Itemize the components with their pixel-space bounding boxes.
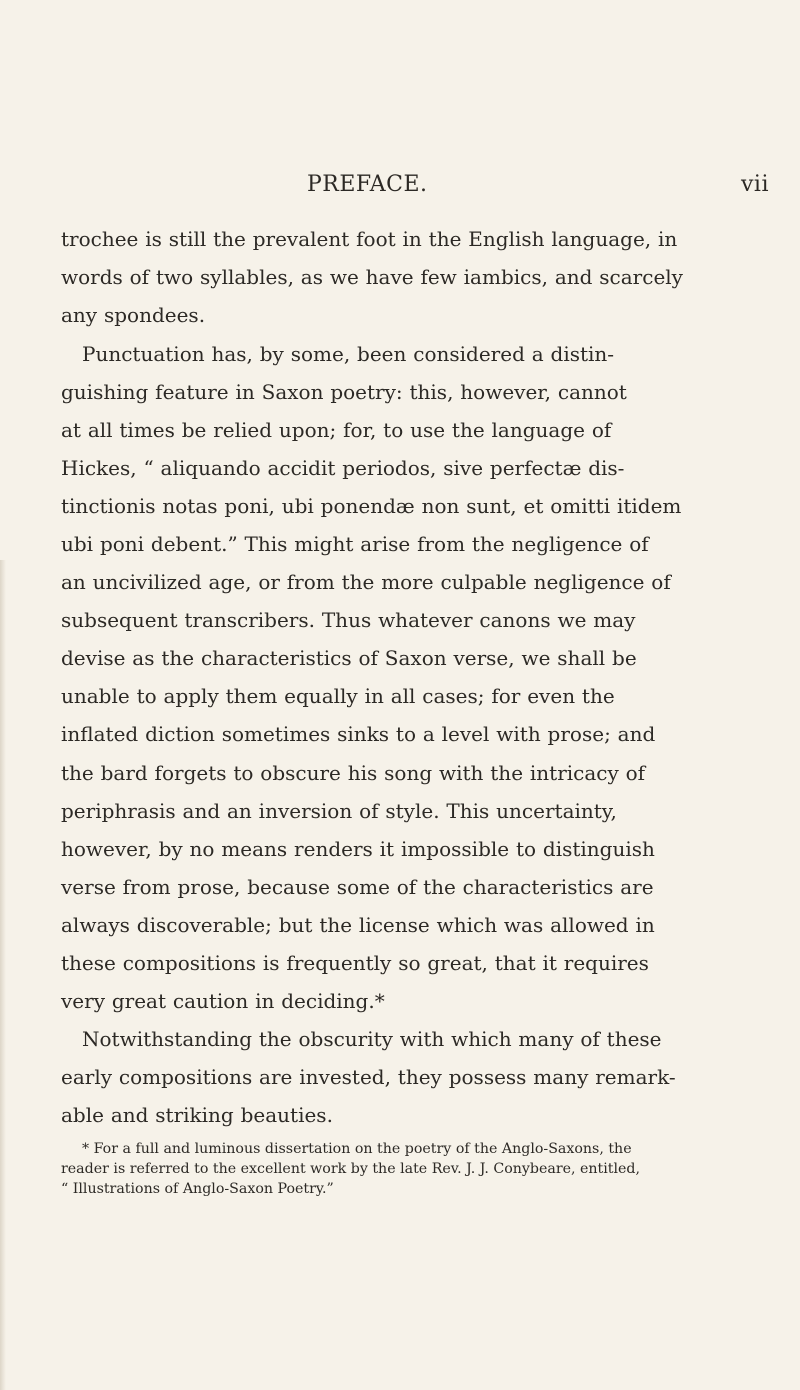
text-line: tinctionis notas poni, ubi ponendæ non sunt, et omitti itidem (61, 494, 682, 518)
text-line: inflated diction sometimes sinks to a level with prose; and (61, 722, 656, 746)
text-line: verse from prose, because some of the characteristics are (61, 875, 654, 899)
footnote-line: “ Illustrations of Anglo-Saxon Poetry.” (61, 1181, 334, 1197)
footnote-line: * For a full and luminous dissertation on the poetry of the Anglo-Saxons, the (82, 1141, 632, 1157)
text-line: subsequent transcribers. Thus whatever canons we may (61, 608, 636, 632)
running-title: PREFACE. (307, 172, 428, 197)
page-number: vii (740, 172, 769, 197)
text-line: guishing feature in Saxon poetry: this, however, cannot (61, 380, 627, 404)
text-line: always discoverable; but the license which was allowed in (61, 913, 655, 937)
page-edge-shadow (0, 560, 6, 1390)
paragraph-start-line: Notwithstanding the obscurity with which many of these (82, 1027, 662, 1051)
text-line: any spondees. (61, 303, 206, 327)
paragraph-start-line: Punctuation has, by some, been considered a distin- (82, 342, 615, 366)
text-line: unable to apply them equally in all cases; for even the (61, 684, 615, 708)
text-line: these compositions is frequently so great, that it requires (61, 951, 649, 975)
text-line: at all times be relied upon; for, to use the language of (61, 418, 612, 442)
page-header (307, 172, 769, 202)
text-line: however, by no means renders it impossible to distinguish (61, 837, 655, 861)
text-line: trochee is still the prevalent foot in the English language, in (61, 227, 678, 251)
text-line: an uncivilized age, or from the more culpable negligence of (61, 570, 671, 594)
text-line: very great caution in deciding.* (61, 989, 385, 1013)
footnote-line: reader is referred to the excellent work by the late Rev. J. J. Conybeare, entitled, (61, 1161, 641, 1177)
text-line: the bard forgets to obscure his song with the intricacy of (61, 761, 646, 785)
text-line: periphrasis and an inversion of style. This uncertainty, (61, 799, 617, 823)
text-line: devise as the characteristics of Saxon verse, we shall be (61, 646, 637, 670)
text-line: ubi poni debent.” This might arise from the negligence of (61, 532, 649, 556)
text-line: words of two syllables, as we have few iambics, and scarcely (61, 265, 683, 289)
text-line: Hickes, “ aliquando accidit periodos, sive perfectæ dis- (61, 456, 625, 480)
text-line: early compositions are invested, they possess many remark- (61, 1065, 676, 1089)
text-line: able and striking beauties. (61, 1103, 333, 1127)
